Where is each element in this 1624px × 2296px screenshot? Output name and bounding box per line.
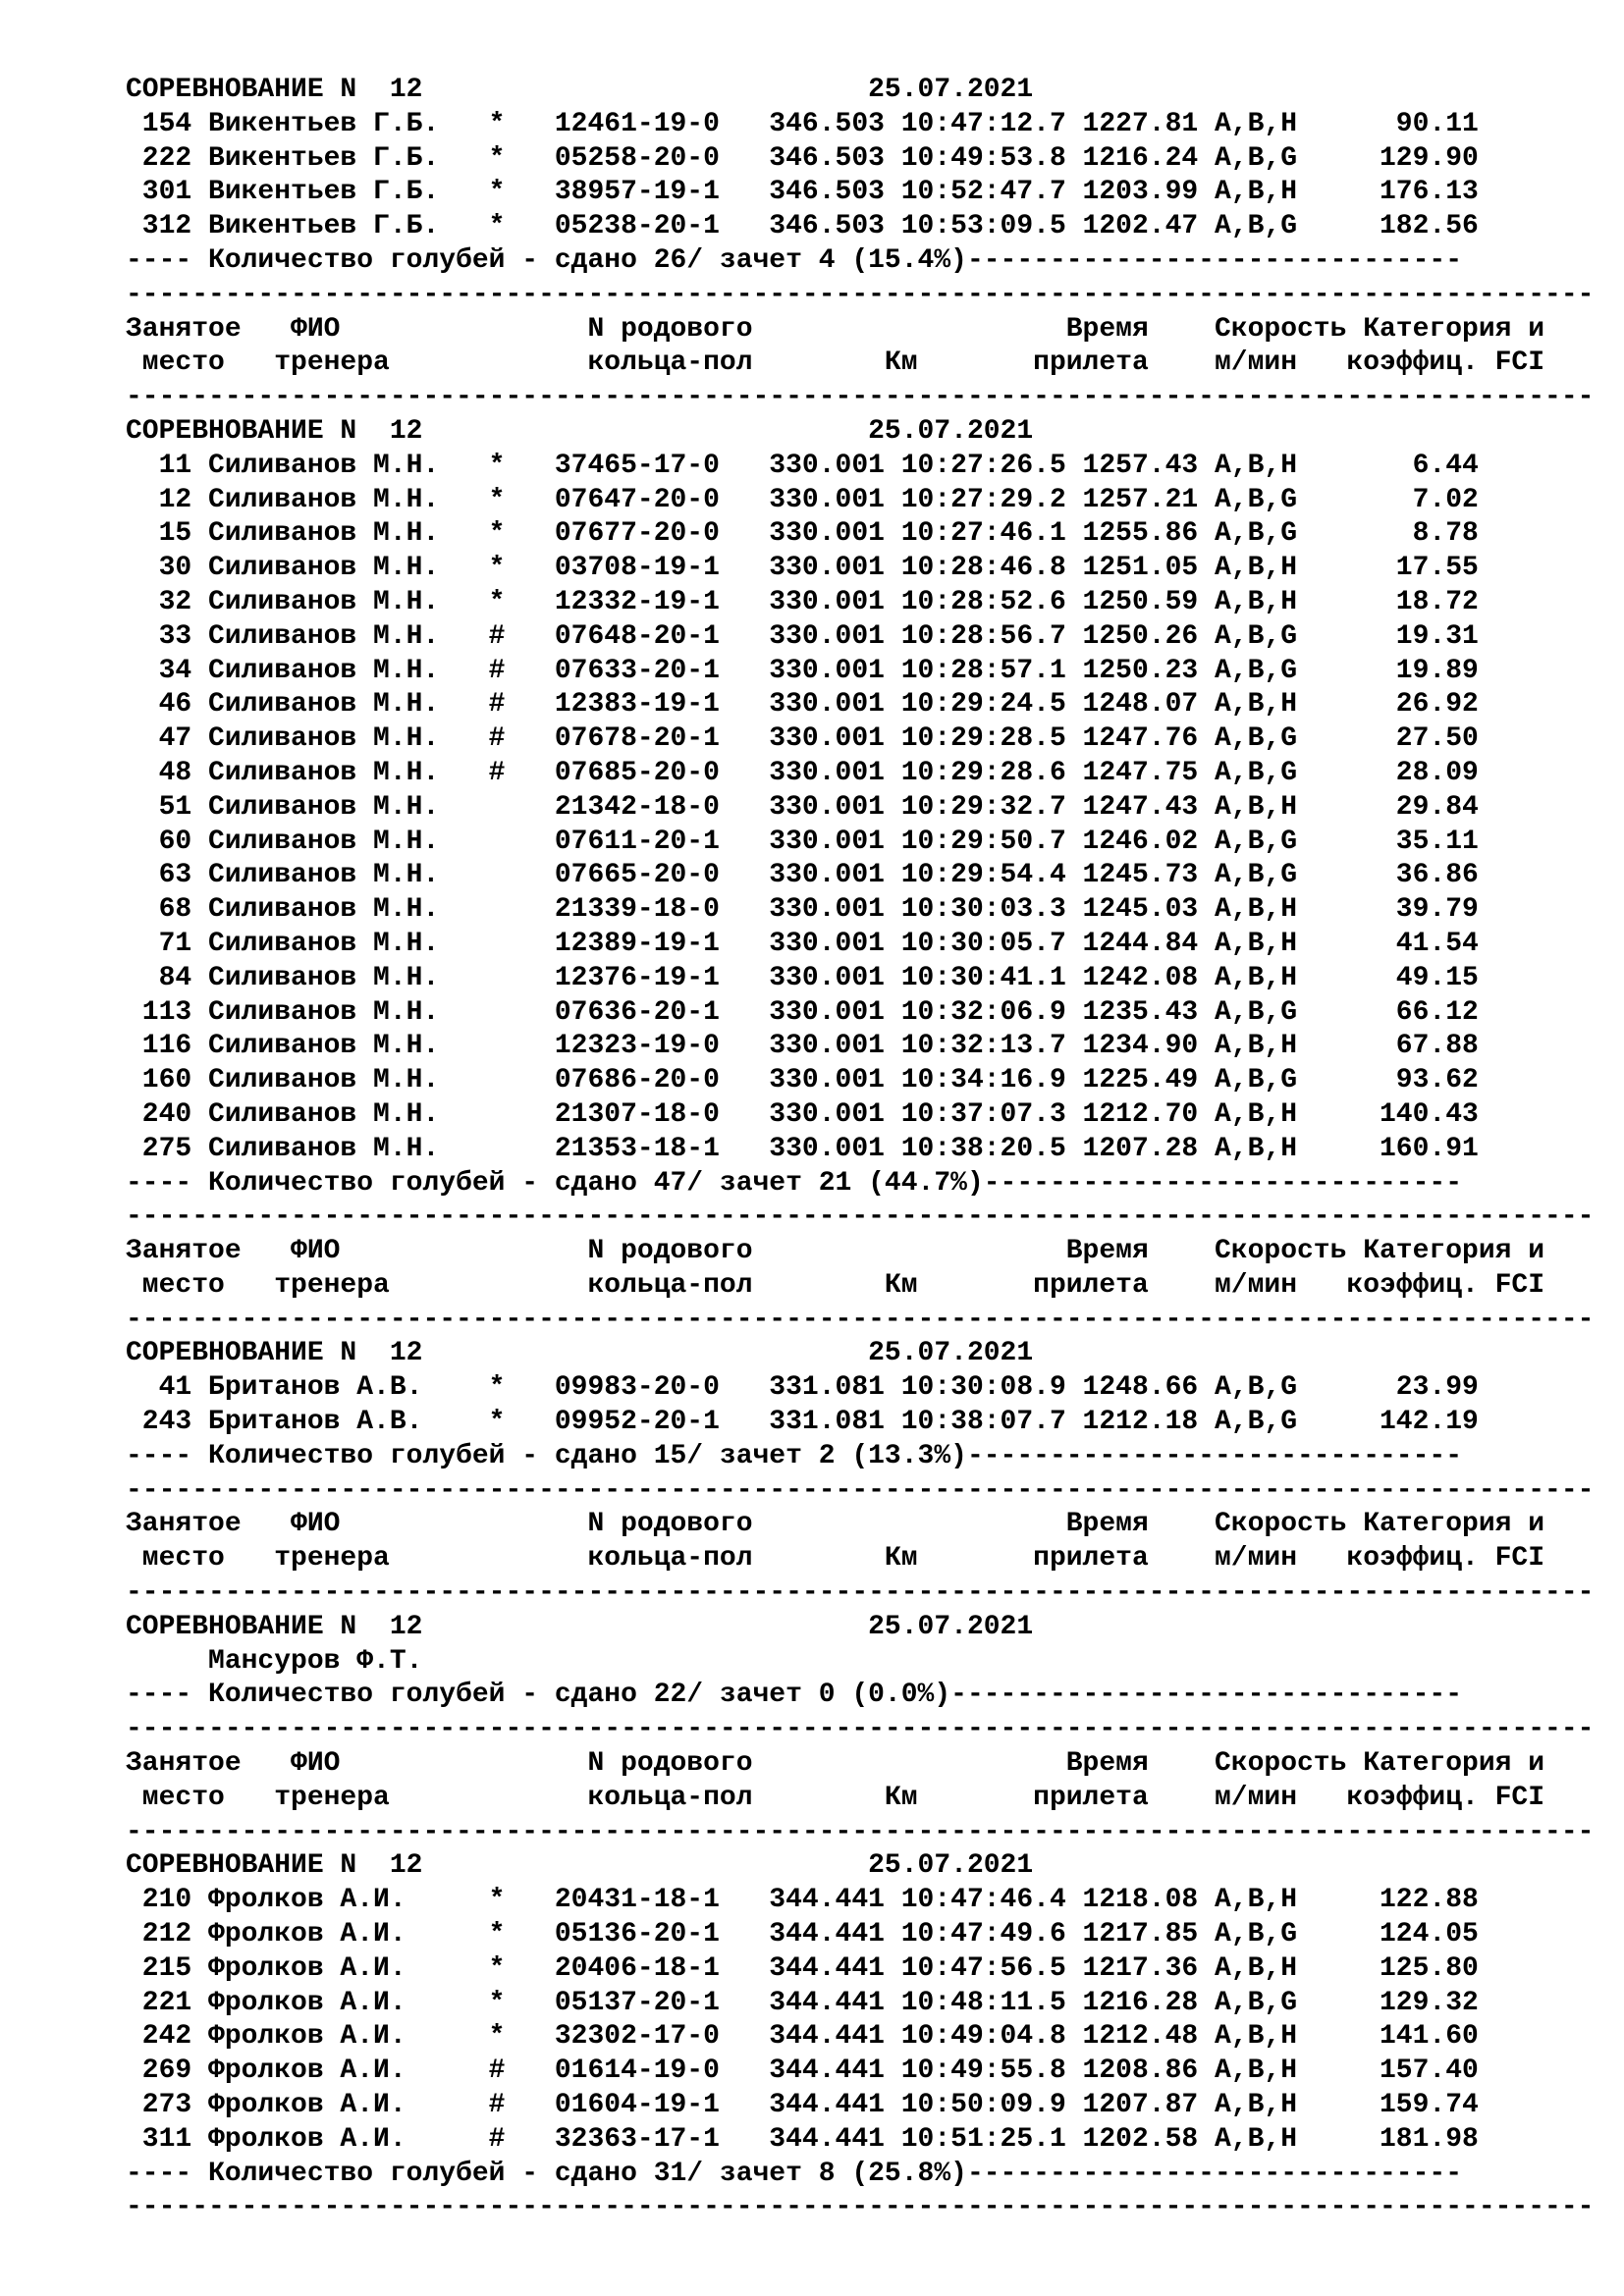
result-row: 33 Силиванов М.Н. # 07648-20-1 330.001 10:28:56.7 1250.26 A,B,G 19.31 [126, 620, 1479, 652]
result-row: 41 Британов А.В. * 09983-20-0 331.081 10:30:08.9 1248.66 A,B,G 23.99 [126, 1372, 1479, 1404]
separator-rule: ----------------------------------------------------------------------------------------- [126, 2192, 1595, 2223]
result-row: Мансуров Ф.Т. [126, 1645, 423, 1677]
competition-title: СОРЕВНОВАНИЕ N 12 25.07.2021 [126, 1338, 1034, 1369]
competition-title: СОРЕВНОВАНИЕ N 12 25.07.2021 [126, 75, 1034, 105]
separator-rule: ----------------------------------------------------------------------------------------- [126, 1474, 1595, 1506]
separator-rule: ----------------------------------------------------------------------------------------- [126, 1816, 1595, 1847]
separator-rule: ----------------------------------------------------------------------------------------- [126, 1304, 1595, 1335]
result-row: 311 Фролков А.И. # 32363-17-1 344.441 10:51:25.1 1202.58 A,B,H 181.98 [126, 2123, 1479, 2155]
result-row: 51 Силиванов М.Н. 21342-18-0 330.001 10:29:32.7 1247.43 A,B,H 29.84 [126, 791, 1479, 823]
column-header-row-1: Занятое ФИО N родового Время Скорость Категория и [126, 1236, 1545, 1267]
separator-rule: ----------------------------------------------------------------------------------------- [126, 1714, 1595, 1745]
result-row: 312 Викентьев Г.Б. * 05238-20-1 346.503 10:53:09.5 1202.47 A,B,G 182.56 [126, 211, 1479, 242]
separator-rule: ----------------------------------------------------------------------------------------- [126, 279, 1595, 310]
result-row: 71 Силиванов М.Н. 12389-19-1 330.001 10:30:05.7 1244.84 A,B,H 41.54 [126, 928, 1479, 959]
result-row: 47 Силиванов М.Н. # 07678-20-1 330.001 10:29:28.5 1247.76 A,B,G 27.50 [126, 723, 1479, 755]
result-row: 275 Силиванов М.Н. 21353-18-1 330.001 10:38:20.5 1207.28 A,B,H 160.91 [126, 1133, 1479, 1164]
result-row: 242 Фролков А.И. * 32302-17-0 344.441 10:49:04.8 1212.48 A,B,H 141.60 [126, 2021, 1479, 2053]
column-header-row-1: Занятое ФИО N родового Время Скорость Категория и [126, 313, 1545, 345]
result-row: 154 Викентьев Г.Б. * 12461-19-0 346.503 10:47:12.7 1227.81 A,B,H 90.11 [126, 108, 1479, 139]
section-summary: ---- Количество голубей - сдано 26/ зачет 4 (15.4%)------------------------------ [126, 244, 1463, 276]
result-row: 222 Викентьев Г.Б. * 05258-20-0 346.503 10:49:53.8 1216.24 A,B,G 129.90 [126, 142, 1479, 174]
result-row: 68 Силиванов М.Н. 21339-18-0 330.001 10:30:03.3 1245.03 A,B,H 39.79 [126, 894, 1479, 926]
separator-rule: ----------------------------------------------------------------------------------------- [126, 382, 1595, 413]
result-row: 12 Силиванов М.Н. * 07647-20-0 330.001 10:27:29.2 1257.21 A,B,G 7.02 [126, 484, 1479, 515]
column-header-row-2: место тренера кольца-пол Км прилета м/мин коэффиц. FCI [126, 1782, 1545, 1813]
result-row: 116 Силиванов М.Н. 12323-19-0 330.001 10:32:13.7 1234.90 A,B,H 67.88 [126, 1031, 1479, 1062]
column-header-row-1: Занятое ФИО N родового Время Скорость Категория и [126, 1509, 1545, 1540]
result-row: 84 Силиванов М.Н. 12376-19-1 330.001 10:30:41.1 1242.08 A,B,H 49.15 [126, 962, 1479, 993]
column-header-row-1: Занятое ФИО N родового Время Скорость Категория и [126, 1748, 1545, 1780]
result-row: 48 Силиванов М.Н. # 07685-20-0 330.001 10:29:28.6 1247.75 A,B,G 28.09 [126, 757, 1479, 788]
separator-rule: ----------------------------------------------------------------------------------------- [126, 1201, 1595, 1233]
column-header-row-2: место тренера кольца-пол Км прилета м/мин коэффиц. FCI [126, 1543, 1545, 1575]
result-row: 46 Силиванов М.Н. # 12383-19-1 330.001 10:29:24.5 1248.07 A,B,H 26.92 [126, 689, 1479, 721]
separator-rule: ----------------------------------------------------------------------------------------- [126, 1577, 1595, 1609]
result-row: 301 Викентьев Г.Б. * 38957-19-1 346.503 10:52:47.7 1203.99 A,B,H 176.13 [126, 177, 1479, 208]
result-row: 63 Силиванов М.Н. 07665-20-0 330.001 10:29:54.4 1245.73 A,B,G 36.86 [126, 860, 1479, 891]
competition-title: СОРЕВНОВАНИЕ N 12 25.07.2021 [126, 1850, 1034, 1882]
result-row: 212 Фролков А.И. * 05136-20-1 344.441 10:47:49.6 1217.85 A,B,G 124.05 [126, 1919, 1479, 1950]
result-row: 32 Силиванов М.Н. * 12332-19-1 330.001 10:28:52.6 1250.59 A,B,H 18.72 [126, 586, 1479, 617]
result-row: 215 Фролков А.И. * 20406-18-1 344.441 10:47:56.5 1217.36 A,B,H 125.80 [126, 1952, 1479, 1984]
column-header-row-2: место тренера кольца-пол Км прилета м/мин коэффиц. FCI [126, 1269, 1545, 1301]
section-summary: ---- Количество голубей - сдано 22/ зачет 0 (0.0%)------------------------------- [126, 1680, 1463, 1711]
section-summary: ---- Количество голубей - сдано 47/ зачет 21 (44.7%)----------------------------- [126, 1167, 1463, 1199]
competition-title: СОРЕВНОВАНИЕ N 12 25.07.2021 [126, 1611, 1034, 1642]
column-header-row-2: место тренера кольца-пол Км прилета м/мин коэффиц. FCI [126, 347, 1545, 379]
result-row: 221 Фролков А.И. * 05137-20-1 344.441 10:48:11.5 1216.28 A,B,G 129.32 [126, 1987, 1479, 2018]
result-row: 34 Силиванов М.Н. # 07633-20-1 330.001 10:28:57.1 1250.23 A,B,G 19.89 [126, 655, 1479, 686]
result-row: 240 Силиванов М.Н. 21307-18-0 330.001 10:37:07.3 1212.70 A,B,H 140.43 [126, 1098, 1479, 1130]
result-row: 269 Фролков А.И. # 01614-19-0 344.441 10:49:55.8 1208.86 A,B,H 157.40 [126, 2056, 1479, 2087]
result-row: 243 Британов А.В. * 09952-20-1 331.081 10:38:07.7 1212.18 A,B,G 142.19 [126, 1407, 1479, 1438]
result-row: 210 Фролков А.И. * 20431-18-1 344.441 10:47:46.4 1218.08 A,B,H 122.88 [126, 1885, 1479, 1916]
result-row: 273 Фролков А.И. # 01604-19-1 344.441 10:50:09.9 1207.87 A,B,H 159.74 [126, 2090, 1479, 2121]
competition-title: СОРЕВНОВАНИЕ N 12 25.07.2021 [126, 415, 1034, 447]
result-row: 15 Силиванов М.Н. * 07677-20-0 330.001 10:27:46.1 1255.86 A,B,G 8.78 [126, 518, 1479, 550]
result-row: 160 Силиванов М.Н. 07686-20-0 330.001 10:34:16.9 1225.49 A,B,G 93.62 [126, 1065, 1479, 1096]
section-summary: ---- Количество голубей - сдано 31/ зачет 8 (25.8%)------------------------------ [126, 2158, 1463, 2189]
section-summary: ---- Количество голубей - сдано 15/ зачет 2 (13.3%)------------------------------ [126, 1440, 1463, 1471]
result-row: 113 Силиванов М.Н. 07636-20-1 330.001 10:32:06.9 1235.43 A,B,G 66.12 [126, 996, 1479, 1028]
results-document [126, 74, 1594, 2225]
result-row: 30 Силиванов М.Н. * 03708-19-1 330.001 10:28:46.8 1251.05 A,B,H 17.55 [126, 553, 1479, 584]
result-row: 11 Силиванов М.Н. * 37465-17-0 330.001 10:27:26.5 1257.43 A,B,H 6.44 [126, 450, 1479, 481]
result-row: 60 Силиванов М.Н. 07611-20-1 330.001 10:29:50.7 1246.02 A,B,G 35.11 [126, 826, 1479, 857]
